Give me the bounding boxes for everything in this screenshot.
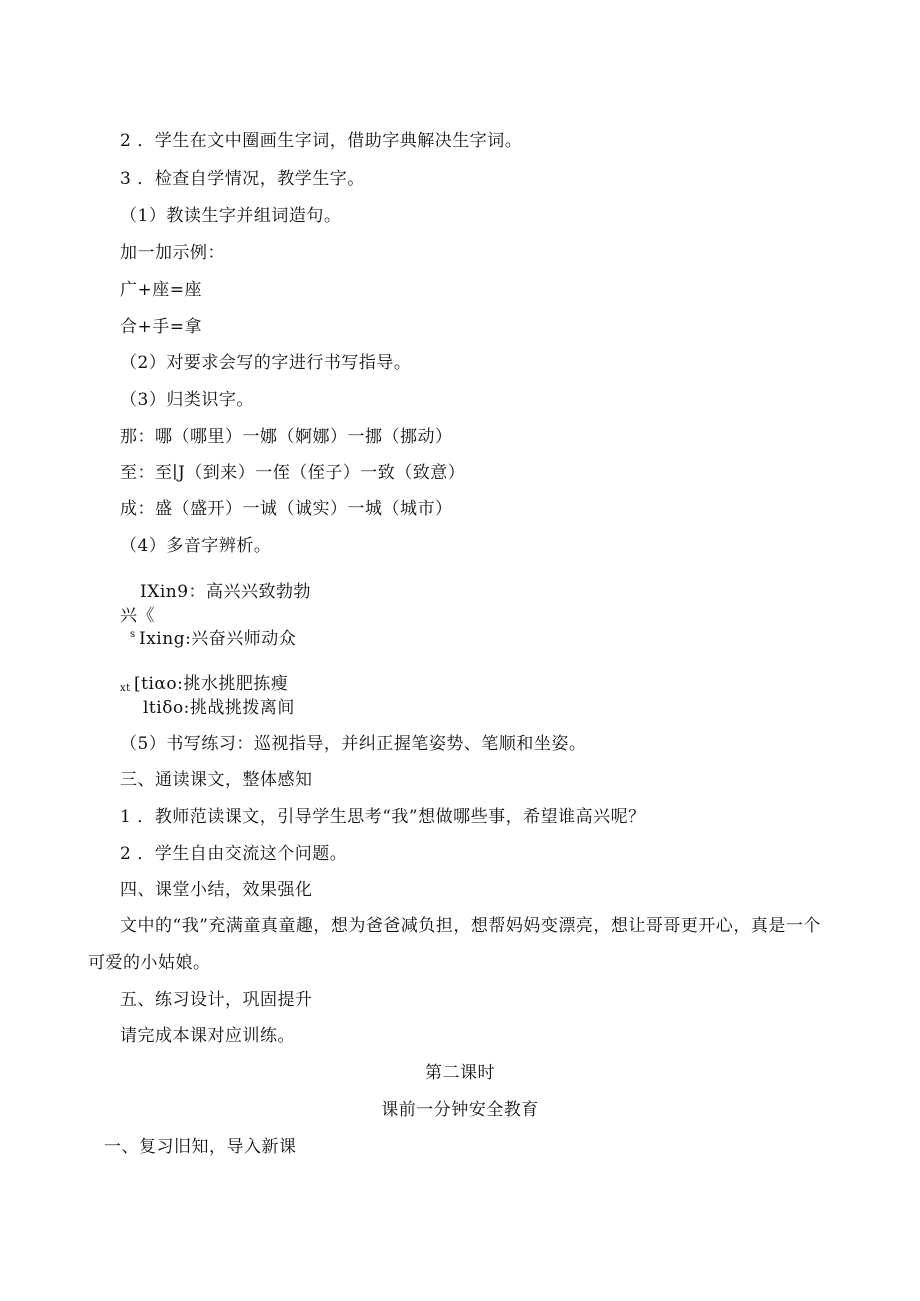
section-heading: 五、练习设计，巩固提升 [120, 990, 313, 1010]
section-heading: 三、通读课文，整体感知 [120, 770, 313, 790]
summary-paragraph: 文中的“我”充满童真童趣，想为爸爸减负担，想帮妈妈变漂亮，想让哥哥更开心，真是一个可爱的小姑娘。 [88, 916, 821, 973]
polyphone-xing-char: 兴《 [120, 606, 155, 626]
text-line: 成：盛（盛开）一诚（诚实）一城（城市） [120, 499, 453, 519]
section-heading: 四、课堂小结，效果强化 [120, 880, 313, 900]
text-line: 2 ．学生在文中圈画生字词，借助字典解决生字词。 [120, 131, 523, 151]
text-line: 2 ．学生自由交流这个问题。 [120, 844, 348, 864]
polyphone-tiao-reading-2: ltiδo:挑战挑拨离间 [143, 698, 295, 718]
text-line: （1）教读生字并组词造句。 [120, 206, 342, 226]
section-heading: 一、复习旧知，导入新课 [104, 1137, 297, 1157]
text-line: 请完成本课对应训练。 [120, 1026, 295, 1046]
polyphone-tiao-mark: xt [120, 683, 131, 694]
text-line: 广+座=座 [120, 280, 202, 300]
text-line: 1 ．教师范读课文，引导学生思考“我”想做哪些事，希望谁高兴呢？ [120, 807, 646, 827]
polyphone-xing-reading-1: IXin9：高兴兴致勃勃 [140, 582, 312, 602]
text-line: 3 ．检查自学情况，教学生字。 [120, 169, 365, 189]
polyphone-xing-reading-2: Ixing:兴奋兴师动众 [139, 629, 297, 649]
text-line: 合+手=拿 [120, 317, 202, 337]
text-line: 至：至∣J（到来）一侄（侄子）一致（致意） [120, 463, 466, 483]
text-line: （2）对要求会写的字进行书写指导。 [120, 353, 412, 373]
lesson-heading: 第二课时 [425, 1063, 495, 1083]
text-line: 加一加示例： [120, 243, 225, 263]
text-line: （5）书写练习：巡视指导，并纠正握笔姿势、笔顺和坐姿。 [120, 734, 587, 754]
polyphone-xing-mark: s [130, 629, 136, 640]
text-line: （3）归类识字。 [120, 390, 254, 410]
text-line: 那：哪（哪里）一娜（婀娜）一挪（挪动） [120, 427, 453, 447]
lesson-subheading: 课前一分钟安全教育 [381, 1100, 539, 1120]
polyphone-tiao-reading-1: [tiαo:挑水挑肥拣瘦 [134, 674, 289, 694]
text-line: （4）多音字辨析。 [120, 536, 272, 556]
